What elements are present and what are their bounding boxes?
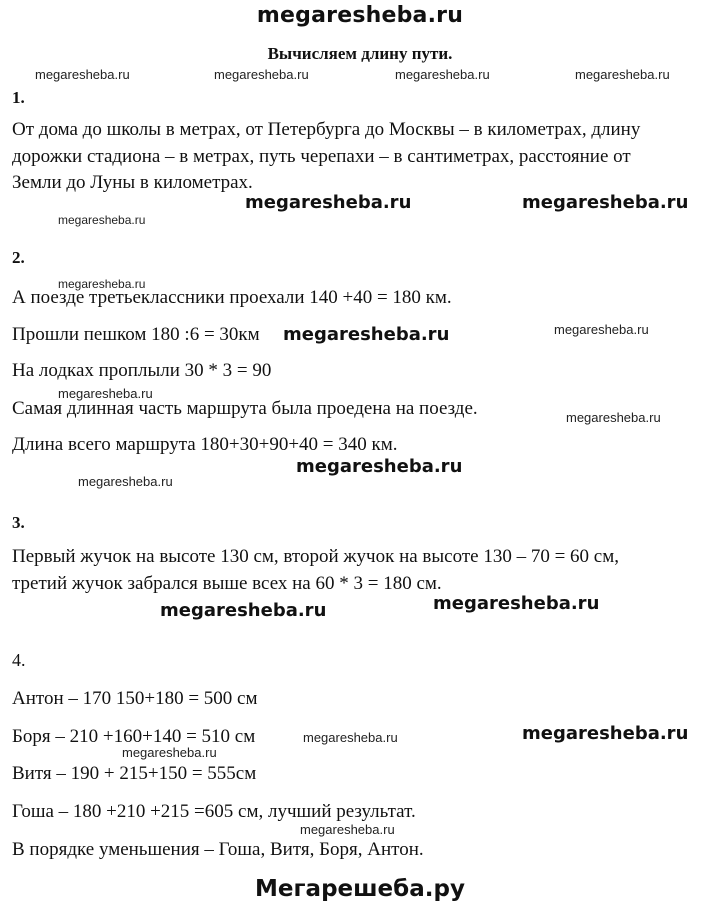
task-1-number: 1.: [12, 88, 25, 107]
task-2-number: 2.: [12, 248, 25, 267]
task-1-line: Земли до Луны в километрах.: [12, 172, 253, 193]
site-footer: Мегарешеба.ру: [255, 876, 465, 902]
watermark-small: megaresheba.ru: [566, 410, 661, 425]
task-3-line: Первый жучок на высоте 130 см, второй жучок на высоте 130 – 70 = 60 см,: [12, 546, 619, 567]
watermark-small: megaresheba.ru: [58, 277, 146, 291]
task-2-line: На лодках проплыли 30 * 3 = 90: [12, 360, 272, 381]
task-4-line: В порядке уменьшения – Гоша, Витя, Боря, Антон.: [12, 839, 424, 860]
watermark-small: megaresheba.ru: [575, 67, 670, 82]
watermark-big: megaresheba.ru: [283, 324, 450, 345]
task-3-number: 3.: [12, 513, 25, 532]
task-4-line: Боря – 210 +160+140 = 510 см: [12, 726, 256, 747]
watermark-small: megaresheba.ru: [214, 67, 309, 82]
task-1-line: дорожки стадиона – в метрах, путь черепахи – в сантиметрах, расстояние от: [12, 146, 631, 167]
watermark-big: megaresheba.ru: [296, 456, 463, 477]
task-4-line: Антон – 170 150+180 = 500 см: [12, 688, 258, 709]
task-4-number: 4.: [12, 650, 26, 670]
watermark-small: megaresheba.ru: [122, 745, 217, 760]
watermark-small: megaresheba.ru: [303, 730, 398, 745]
watermark-small: megaresheba.ru: [35, 67, 130, 82]
watermark-big: megaresheba.ru: [160, 600, 327, 621]
site-header: megaresheba.ru: [256, 3, 464, 28]
watermark-small: megaresheba.ru: [78, 474, 173, 489]
task-2-line: Самая длинная часть маршрута была проедена на поезде.: [12, 398, 478, 419]
task-2-line: А поезде третьеклассники проехали 140 +40 = 180 км.: [12, 287, 452, 308]
watermark-big: megaresheba.ru: [245, 192, 412, 213]
watermark-small: megaresheba.ru: [58, 213, 146, 227]
watermark-big: megaresheba.ru: [433, 593, 600, 614]
task-4-line: Витя – 190 + 215+150 = 555см: [12, 763, 257, 784]
task-2-line: Прошли пешком 180 :6 = 30км: [12, 324, 260, 345]
task-2-line: Длина всего маршрута 180+30+90+40 = 340 км.: [12, 434, 398, 455]
watermark-big: megaresheba.ru: [522, 723, 689, 744]
task-3-line: третий жучок забрался выше всех на 60 * 3 = 180 см.: [12, 573, 442, 594]
watermark-big: megaresheba.ru: [522, 192, 689, 213]
watermark-small: megaresheba.ru: [300, 822, 395, 837]
watermark-small: megaresheba.ru: [395, 67, 490, 82]
watermark-small: megaresheba.ru: [58, 386, 153, 401]
watermark-small: megaresheba.ru: [554, 322, 649, 337]
page-title: Вычисляем длину пути.: [267, 44, 453, 63]
task-1-line: От дома до школы в метрах, от Петербурга до Москвы – в километрах, длину: [12, 119, 641, 140]
task-4-line: Гоша – 180 +210 +215 =605 см, лучший результат.: [12, 801, 416, 822]
